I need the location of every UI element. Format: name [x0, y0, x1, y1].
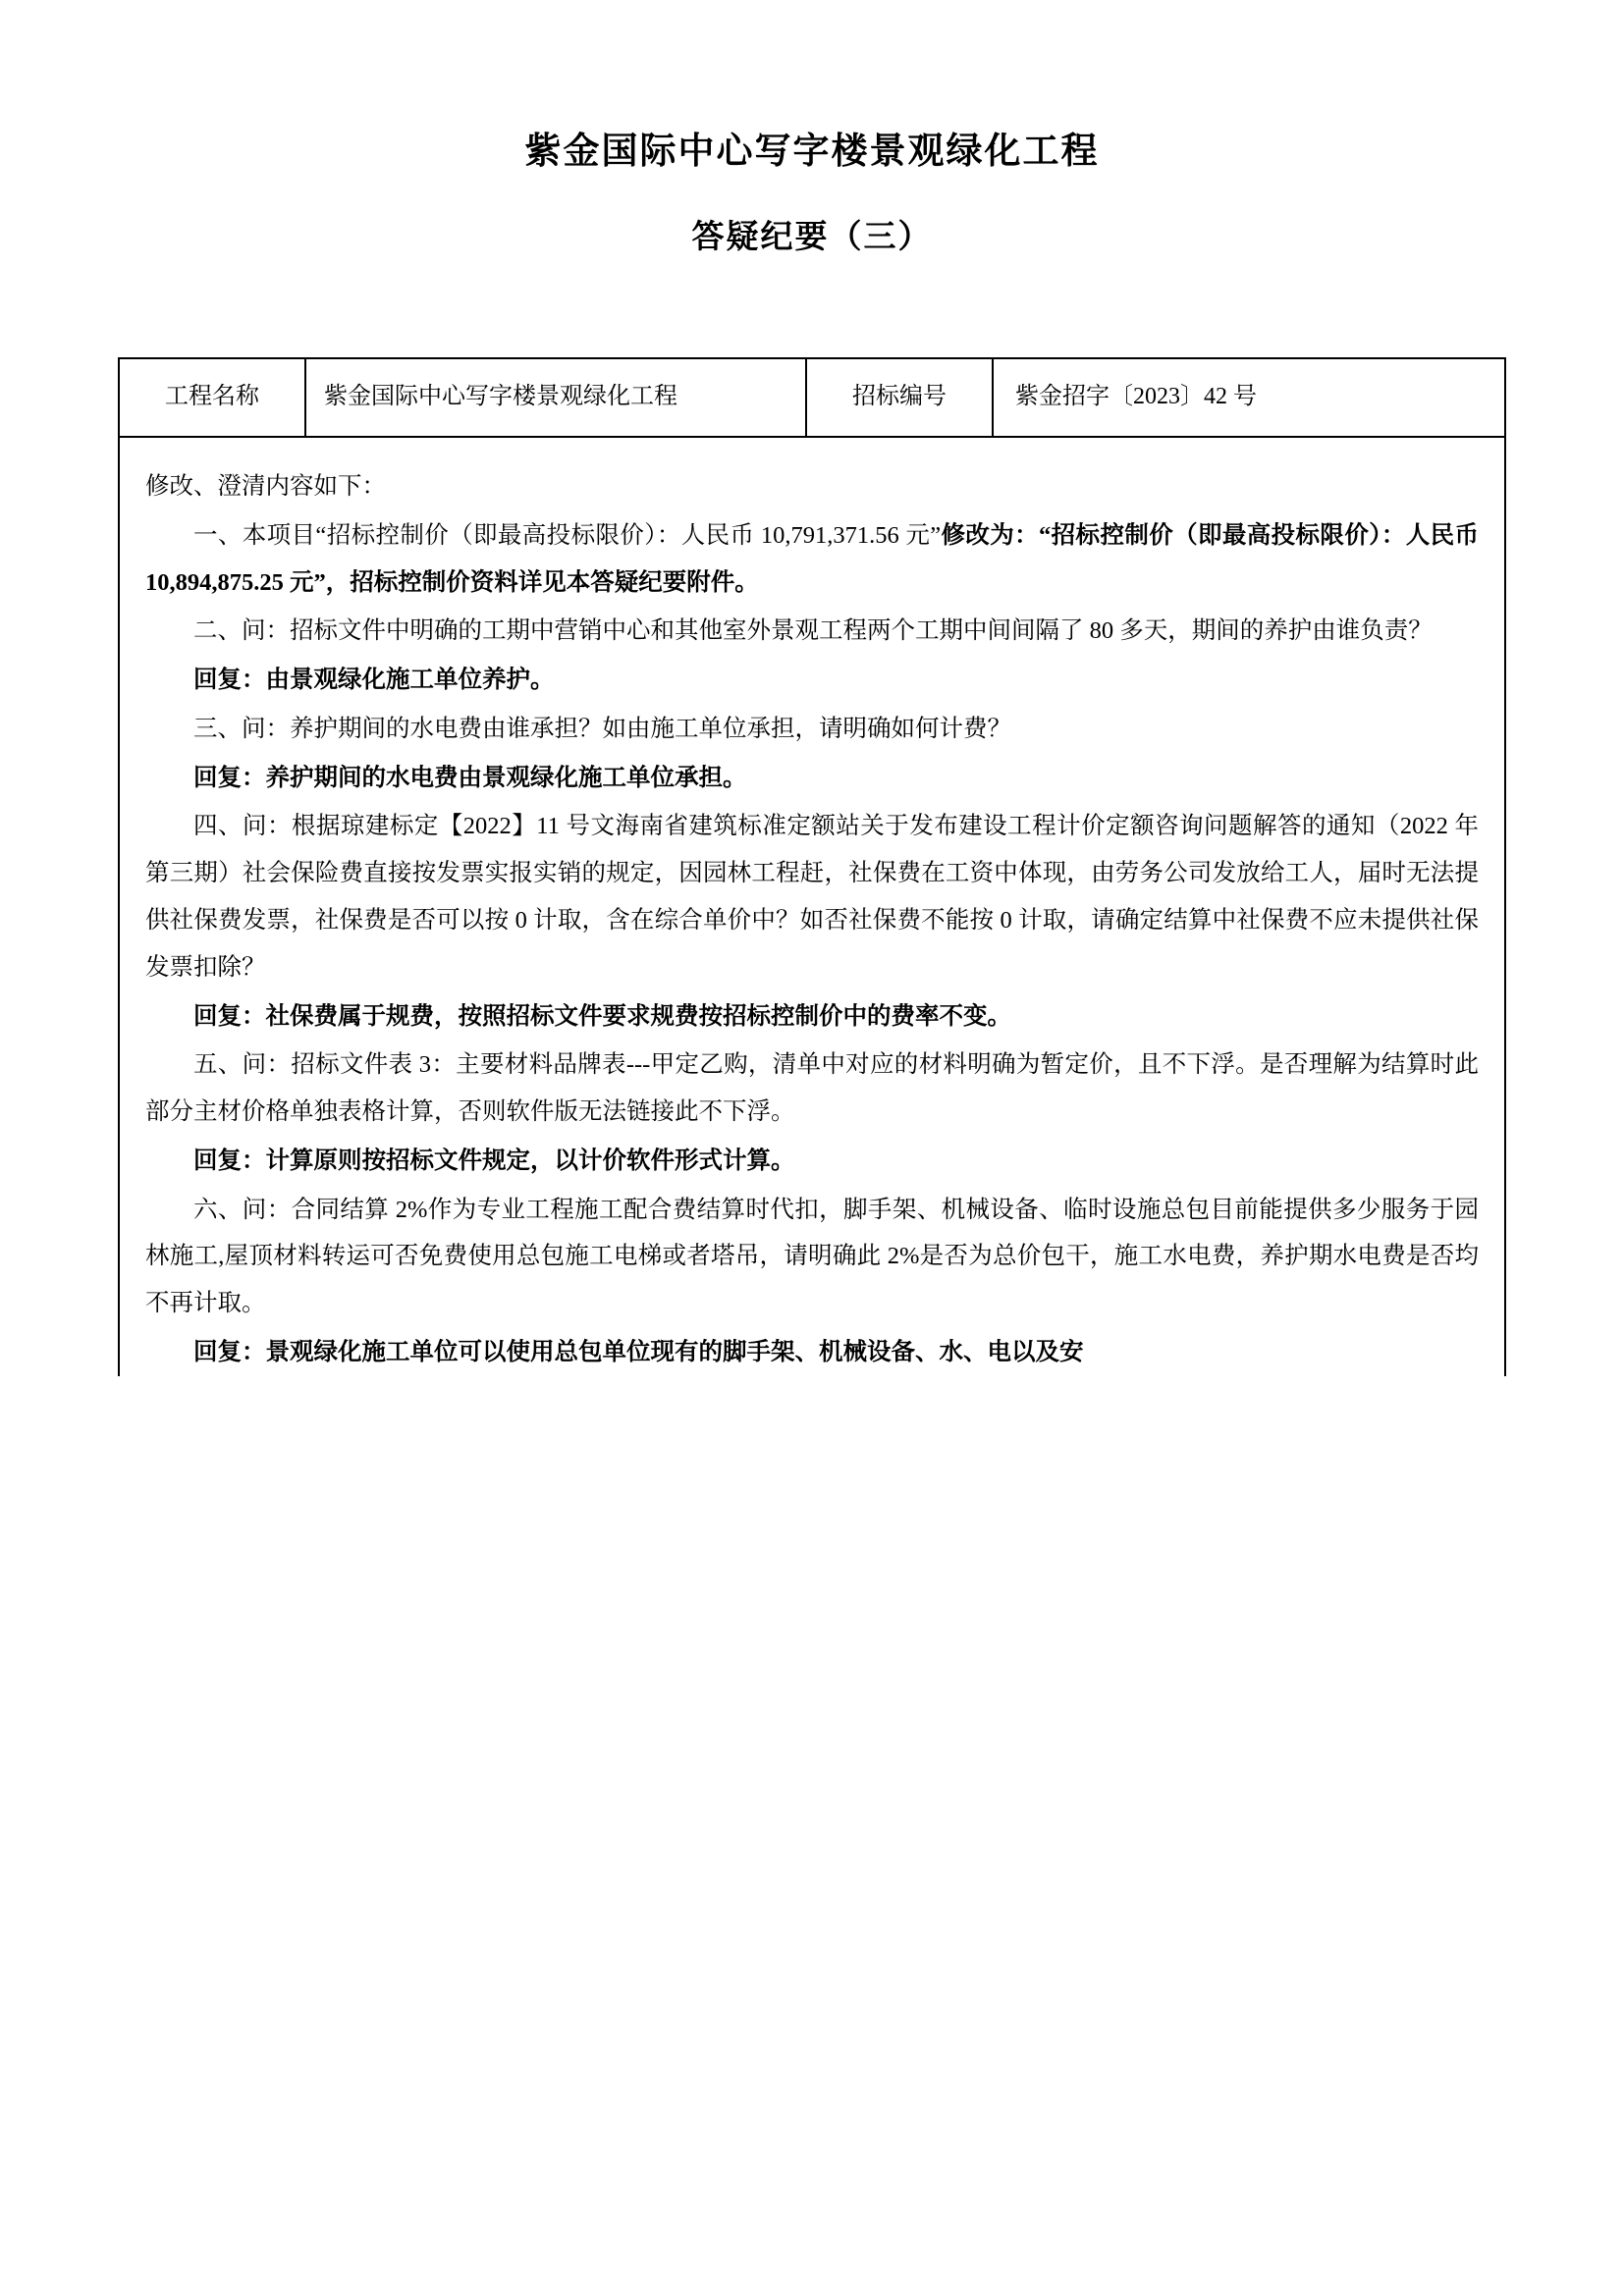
item-4-reply: 回复：社保费属于规费，按照招标文件要求规费按招标控制价中的费率不变。: [193, 1002, 1011, 1030]
document-table: [118, 357, 1506, 1375]
project-name-value: 紫金国际中心写字楼景观绿化工程: [306, 359, 807, 436]
item-4-question: 四、问：根据琼建标定【2022】11 号文海南省建筑标准定额站关于发布建设工程计价定额咨询问题解答的通知（2022 年第三期）社会保险费直接按发票实报实销的规定，因园林工程赶，社保费在工资中体现，由劳务公司发放给工人，届时无法提供社保费发票，社保费是否可以按 0 计取，含在综合单价中？如否社保费不能按 0 计取，请确定结算中社保费不应未提供社保发票扣除？: [145, 813, 1479, 981]
tender-no-value: 紫金招字〔2023〕42 号: [1015, 384, 1257, 410]
item-5-question: 五、问：招标文件表 3：主要材料品牌表---甲定乙购，清单中对应的材料明确为暂定价，且不下浮。是否理解为结算时此部分主材价格单独表格计算，否则软件版无法链接此不下浮。: [145, 1051, 1479, 1126]
page-title: 紫金国际中心写字楼景观绿化工程: [524, 132, 1100, 172]
table-row-info: [120, 359, 1504, 438]
page-subtitle: 答疑纪要（三）: [691, 219, 933, 255]
item-5-reply: 回复：计算原则按招标文件规定，以计价软件形式计算。: [193, 1147, 795, 1174]
item-2-reply: 回复：由景观绿化施工单位养护。: [193, 667, 555, 694]
item-2-question: 二、问：招标文件中明确的工期中营销中心和其他室外景观工程两个工期中间间隔了 80 多天，期间的养护由谁负责？: [193, 617, 1433, 645]
item-3-question: 三、问：养护期间的水电费由谁承担？如由施工单位承担，请明确如何计费？: [193, 715, 1011, 742]
item-6-question: 六、问：合同结算 2%作为专业工程施工配合费结算时代扣，脚手架、机械设备、临时设施总包目前能提供多少服务于园林施工,屋顶材料转运可否免费使用总包施工电梯或者塔吊，请明确此 2%是否为总价包干，施工水电费，养护期水电费是否均不再计取。: [145, 1196, 1479, 1317]
lead-paragraph: 修改、澄清内容如下：: [145, 473, 386, 501]
table-row-body: [120, 438, 1504, 1376]
item-6-reply: 回复：景观绿化施工单位可以使用总包单位现有的脚手架、机械设备、水、电以及安: [193, 1338, 1084, 1365]
item-1-paragraph: [145, 512, 1479, 607]
item-1-bold: 修改为：“招标控制价（即最高投标限价）：人民币 10,894,875.25 元”，招标控制价资料详见本答疑纪要附件。: [145, 521, 1480, 596]
project-name-label: 工程名称: [120, 359, 306, 436]
item-3-reply: 回复：养护期间的水电费由景观绿化施工单位承担。: [193, 764, 747, 791]
tender-no-label: 招标编号: [807, 359, 994, 436]
item-1-plain: 一、本项目“招标控制价（即最高投标限价）：人民币 10,791,371.56 元”: [193, 521, 942, 549]
